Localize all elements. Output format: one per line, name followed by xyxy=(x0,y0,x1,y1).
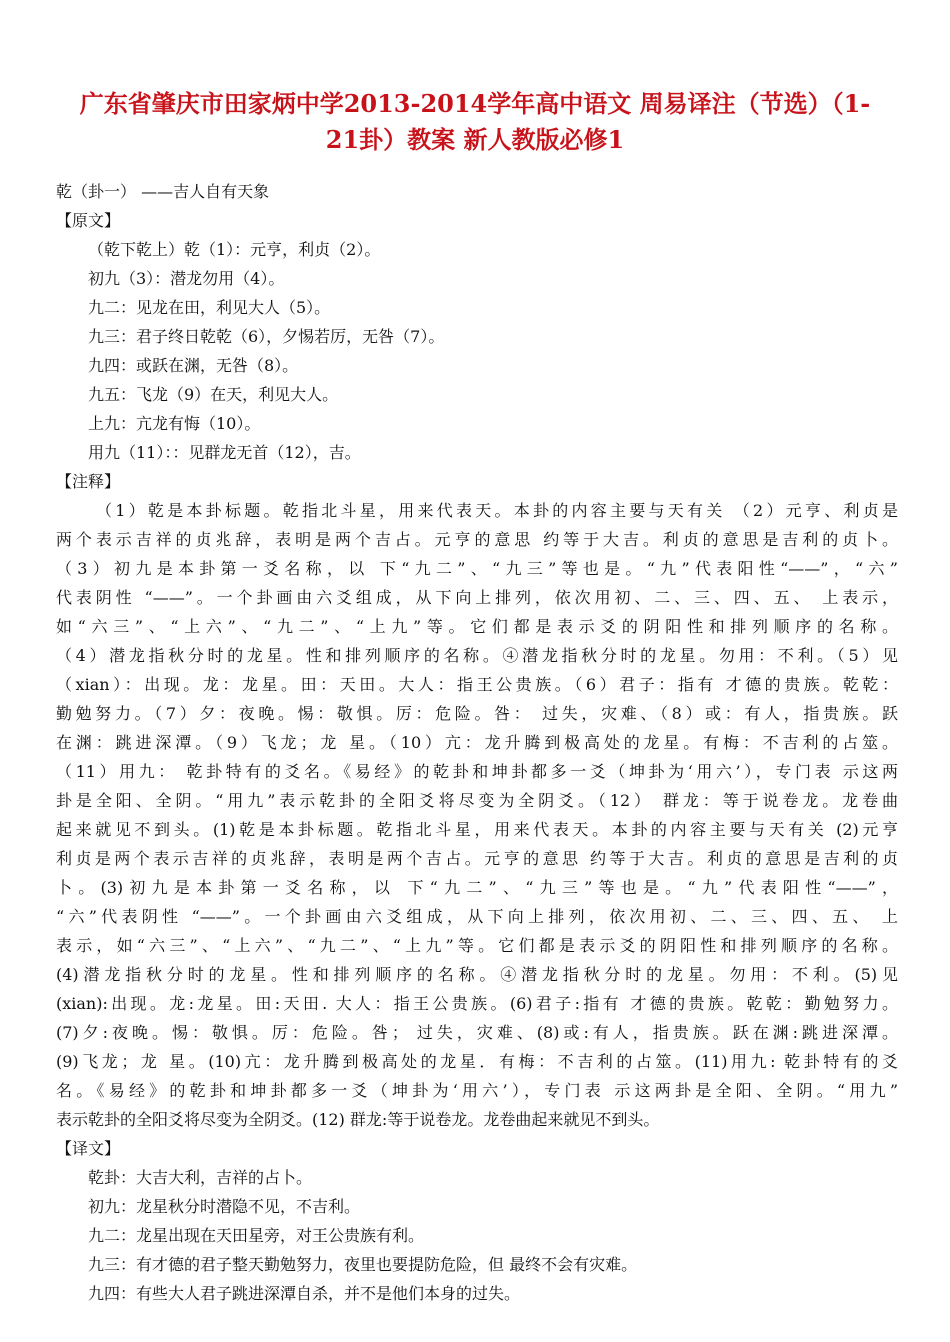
notes-line: 如“六三”、“上六”、“九二”、“上九”等。它们都是表示爻的阴阳性和排列顺序的名称。 xyxy=(56,617,898,636)
section-label-notes: 【注释】 xyxy=(56,472,121,491)
notes-line: 勤勉努力。（7）夕：夜晚。惕：敬惧。厉：危险。咎： 过失，灾难、（8）或：有人，指贵族。跃 xyxy=(56,704,898,723)
notes-line: 卜。(3)初九是本卦第一爻名称，以 下“九二”、“九三”等也是。“九”代表阳性“——”， xyxy=(56,878,898,897)
section-label-original: 【原文】 xyxy=(56,211,121,230)
notes-line: 在渊：跳进深潭。（9）飞龙；龙 星。（10）亢：龙升腾到极高处的龙星。有梅：不吉利的占筮。 xyxy=(56,733,898,752)
notes-line: (xian):出现。龙:龙星。田:天田. 大人：指王公贵族。(6)君子:指有 才德的贵族。乾乾：勤勉努力。 xyxy=(56,994,898,1013)
notes-line: (7)夕:夜晚。惕：敬惧。厉：危险。咎； 过失，灾难、(8)或:有人，指贵族。跃在渊:跳进深潭。 xyxy=(56,1023,898,1042)
document-title xyxy=(40,86,910,158)
notes-line: （1）乾是本卦标题。乾指北斗星，用来代表天。本卦的内容主要与天有关 （2）元亨、利贞是 xyxy=(96,501,898,520)
notes-line: 名。《易经》的乾卦和坤卦都多一爻（坤卦为‘用六’），专门表 示这两卦是全阳、全阴。“用九” xyxy=(56,1081,898,1100)
original-line: 用九（11）：：见群龙无首（12），吉。 xyxy=(88,443,361,462)
notes-line: 起来就见不到头。(1)乾是本卦标题。乾指北斗星，用来代表天。本卦的内容主要与天有关 (2)元亨 xyxy=(56,820,898,839)
original-line: 九二：见龙在田，利见大人（5）。 xyxy=(88,298,331,317)
title-line-1: 广东省肇庆市田家炳中学2013-2014学年高中语文 周易译注（节选）（1- xyxy=(79,89,871,118)
notes-line: （3）初九是本卦第一爻名称，以 下“九二”、“九三”等也是。“九”代表阳性“——”，“六” xyxy=(56,559,898,578)
translation-line: 九三：有才德的君子整天勤勉努力，夜里也要提防危险，但 最终不会有灾难。 xyxy=(88,1255,638,1274)
notes-line: 利贞是两个表示吉祥的贞兆辞，表明是两个吉占。元亨的意思 约等于大吉。利贞的意思是吉利的贞 xyxy=(56,849,898,868)
original-line: （乾下乾上）乾（1）：元亨，利贞（2）。 xyxy=(88,240,381,259)
document-body xyxy=(56,177,898,1308)
notes-line: （4）潜龙指秋分时的龙星。性和排列顺序的名称。④潜龙指秋分时的龙星。勿用：不利。（5）见 xyxy=(56,646,898,665)
notes-line: 两个表示吉祥的贞兆辞，表明是两个吉占。元亨的意思 约等于大吉。利贞的意思是吉利的贞卜。 xyxy=(56,530,898,549)
notes-line: (4)潜龙指秋分时的龙星。性和排列顺序的名称。④潜龙指秋分时的龙星。勿用：不利。(5)见 xyxy=(56,965,898,984)
original-line: 九四：或跃在渊，无咎（8）。 xyxy=(88,356,299,375)
original-line: 上九：亢龙有悔（10）。 xyxy=(88,414,261,433)
translation-line: 乾卦：大吉大利，吉祥的占卜。 xyxy=(88,1168,313,1187)
notes-line: “六”代表阴性 “——”。一个卦画由六爻组成，从下向上排列，依次用初、二、三、四、五、 上 xyxy=(56,907,898,926)
notes-line: 表示，如“六三”、“上六”、“九二”、“上九”等。它们都是表示爻的阴阳性和排列顺序的名称。 xyxy=(56,936,898,955)
original-line: 初九（3）：潜龙勿用（4）。 xyxy=(88,269,285,288)
original-line: 九三：君子终日乾乾（6），夕惕若厉，无咎（7）。 xyxy=(88,327,445,346)
translation-line: 初九：龙星秋分时潜隐不见，不吉利。 xyxy=(88,1197,361,1216)
original-line: 九五：飞龙（9）在天，利见大人。 xyxy=(88,385,339,404)
notes-line: （xian）：出现。龙：龙星。田：天田。大人：指王公贵族。（6）君子：指有 才德的贵族。乾乾： xyxy=(56,675,898,694)
section-heading: 乾（卦一） ——吉人自有天象 xyxy=(56,182,270,201)
title-line-2: 21卦）教案 新人教版必修1 xyxy=(325,125,625,154)
notes-block xyxy=(56,496,898,1134)
notes-line: 表示乾卦的全阳爻将尽变为全阴爻。(12) 群龙:等于说卷龙。龙卷曲起来就见不到头。 xyxy=(56,1110,660,1129)
translation-line: 九四：有些大人君子跳进深潭自杀，并不是他们本身的过失。 xyxy=(88,1284,521,1303)
section-label-translation: 【译文】 xyxy=(56,1139,121,1158)
notes-line: （11）用九： 乾卦特有的爻名。《易经》的乾卦和坤卦都多一爻（坤卦为‘用六’），专门表 示这两 xyxy=(56,762,898,781)
translation-line: 九二：龙星出现在天田星旁，对王公贵族有利。 xyxy=(88,1226,425,1245)
notes-line: (9)飞龙；龙 星。(10)亢：龙升腾到极高处的龙星．有梅：不吉利的占筮。(11)用九: 乾卦特有的爻 xyxy=(56,1052,898,1071)
notes-line: 卦是全阳、全阴。“用九”表示乾卦的全阳爻将尽变为全阴爻。（12） 群龙：等于说卷龙。龙卷曲 xyxy=(56,791,898,810)
notes-line: 代表阴性 “——”。一个卦画由六爻组成，从下向上排列，依次用初、二、三、四、五、 上表示， xyxy=(56,588,898,607)
